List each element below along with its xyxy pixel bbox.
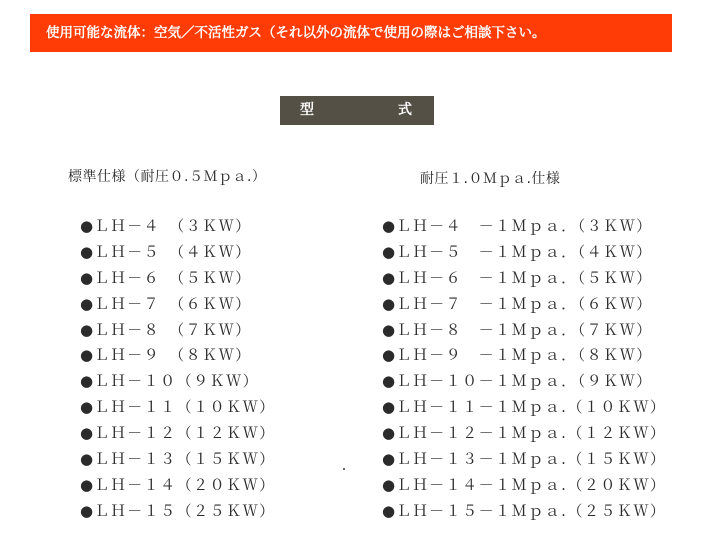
bullet-icon: ● (80, 346, 94, 365)
model-name: ＬＨ－９ （８ＫＷ） (94, 346, 252, 365)
list-item (382, 475, 666, 501)
model-name: ＬＨ－１５－１Ｍｐａ.（２５ＫＷ） (396, 501, 667, 520)
bullet-icon: ● (382, 450, 396, 469)
list-item (80, 294, 276, 320)
model-name: ＬＨ－６ －１Ｍｐａ．（５ＫＷ） (396, 268, 653, 287)
bullet-icon: ● (382, 217, 396, 235)
model-name: ＬＨ－１３－１Ｍｐａ.（１５ＫＷ） (396, 450, 667, 469)
bullet-icon: ● (382, 346, 396, 365)
list-item (382, 216, 666, 242)
bullet-icon: ● (80, 294, 94, 313)
model-name: ＬＨ－１２－１Ｍｐａ.（１２ＫＷ） (396, 424, 667, 443)
bullet-icon: ● (80, 320, 94, 339)
model-name: ＬＨ－１５（２５ＫＷ） (94, 501, 276, 520)
model-name: ＬＨ－９ －１Ｍｐａ．（８ＫＷ） (396, 346, 653, 365)
bullet-icon: ● (80, 398, 94, 417)
list-item (80, 268, 276, 294)
model-name: ＬＨ－８ －１Ｍｐａ．（７ＫＷ） (396, 320, 653, 339)
model-name: ＬＨ－１４（２０ＫＷ） (94, 475, 276, 494)
bullet-icon: ● (80, 501, 94, 520)
model-name: ＬＨ－６ （５ＫＷ） (94, 268, 252, 287)
model-name: ＬＨ－７ （６ＫＷ） (94, 294, 252, 313)
list-item (80, 449, 276, 475)
bullet-icon: ● (80, 450, 94, 469)
model-name: ＬＨ－５ （４ＫＷ） (94, 242, 252, 261)
list-item (80, 320, 276, 346)
model-name: ＬＨ－１２（１２ＫＷ） (94, 424, 276, 443)
model-name: ＬＨ－４ －１Ｍｐａ．（３ＫＷ） (396, 217, 653, 235)
list-item (382, 423, 666, 449)
list-item (382, 345, 666, 371)
bullet-icon: ● (80, 475, 94, 494)
bullet-icon: ● (80, 268, 94, 287)
bullet-icon: ● (80, 242, 94, 261)
list-item (80, 397, 276, 423)
notice-banner-text: 使用可能な流体：空気／不活性ガス（それ以外の流体で使用の際はご相談下さい。 (46, 25, 546, 41)
bullet-icon: ● (382, 320, 396, 339)
list-item (80, 371, 276, 397)
list-item (382, 397, 666, 423)
bullet-icon: ● (382, 475, 396, 494)
model-name: ＬＨ－１４－１Ｍｐａ.（２０ＫＷ） (396, 475, 667, 494)
list-item (80, 345, 276, 371)
bullet-icon: ● (382, 242, 396, 261)
list-item (80, 216, 276, 242)
model-name: ＬＨ－１０－１Ｍｐａ．（９ＫＷ） (396, 372, 653, 391)
list-item (80, 423, 276, 449)
list-item (382, 320, 666, 346)
model-label-char-1: 型 (300, 102, 314, 118)
list-item (382, 242, 666, 268)
bullet-icon: ● (80, 217, 94, 235)
model-section-label (280, 96, 434, 125)
model-name: ＬＨ－４ （３ＫＷ） (94, 217, 252, 235)
list-item (80, 242, 276, 268)
model-name: ＬＨ－１３（１５ＫＷ） (94, 450, 276, 469)
list-item (382, 294, 666, 320)
model-name: ＬＨ－１０（９ＫＷ） (94, 372, 260, 391)
high-pressure-model-list (382, 216, 666, 527)
standard-spec-title: 標準仕様（耐圧０.５Ｍｐａ.） (68, 169, 267, 185)
bullet-icon: ● (382, 372, 396, 391)
bullet-icon: ● (382, 268, 396, 287)
bullet-icon: ● (382, 294, 396, 313)
notice-banner (30, 14, 672, 52)
list-item (382, 371, 666, 397)
bullet-icon: ● (80, 424, 94, 443)
list-item (382, 268, 666, 294)
bullet-icon: ● (382, 501, 396, 520)
bullet-icon: ● (382, 424, 396, 443)
stray-dot (343, 468, 345, 470)
model-name: ＬＨ－８ （７ＫＷ） (94, 320, 252, 339)
list-item (80, 501, 276, 527)
model-name: ＬＨ－５ －１Ｍｐａ．（４ＫＷ） (396, 242, 653, 261)
high-pressure-spec-title: 耐圧１.０Ｍｐａ.仕様 (420, 171, 561, 187)
list-item (80, 475, 276, 501)
bullet-icon: ● (80, 372, 94, 391)
model-name: ＬＨ－１１（１０ＫＷ） (94, 398, 276, 417)
model-name: ＬＨ－１１－１Ｍｐａ.（１０ＫＷ） (396, 398, 667, 417)
model-label-char-2: 式 (398, 102, 412, 118)
standard-model-list (80, 216, 276, 527)
bullet-icon: ● (382, 398, 396, 417)
list-item (382, 449, 666, 475)
model-name: ＬＨ－７ －１Ｍｐａ．（６ＫＷ） (396, 294, 653, 313)
list-item (382, 501, 666, 527)
